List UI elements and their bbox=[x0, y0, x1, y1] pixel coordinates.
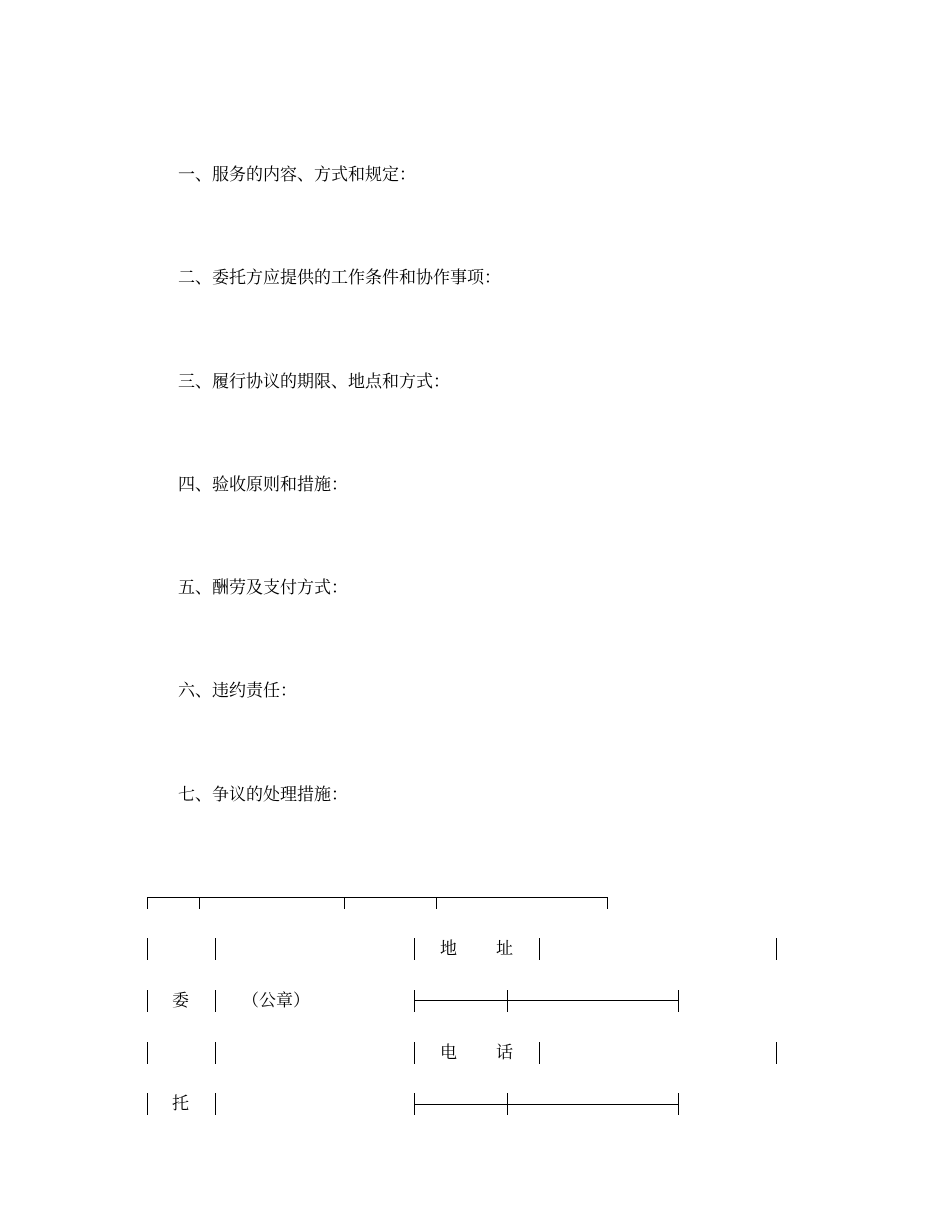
table-top-tick bbox=[607, 897, 608, 909]
table-row-divider bbox=[414, 1104, 679, 1105]
address-label-char-2: 址 bbox=[496, 939, 513, 959]
table-vline bbox=[507, 1093, 508, 1115]
section-5-heading: 五、酬劳及支付方式： bbox=[178, 578, 348, 598]
table-vline bbox=[147, 938, 148, 960]
table-vline bbox=[414, 1042, 415, 1064]
party-label-char-1: 委 bbox=[172, 991, 189, 1011]
table-vline bbox=[539, 1042, 540, 1064]
table-row-divider bbox=[414, 1000, 679, 1001]
table-vline bbox=[507, 990, 508, 1012]
section-6-heading: 六、违约责任： bbox=[178, 681, 297, 701]
table-vline bbox=[539, 938, 540, 960]
section-3-heading: 三、履行协议的期限、地点和方式： bbox=[178, 372, 450, 392]
table-top-tick bbox=[199, 897, 200, 909]
phone-label-char-1: 电 bbox=[440, 1043, 457, 1063]
table-vline bbox=[414, 990, 415, 1012]
table-vline bbox=[147, 1042, 148, 1064]
address-label-char-1: 地 bbox=[440, 939, 457, 959]
table-top-tick bbox=[344, 897, 345, 909]
table-top-tick bbox=[436, 897, 437, 909]
party-label-char-2: 托 bbox=[172, 1094, 189, 1114]
table-vline bbox=[414, 938, 415, 960]
table-top-tick bbox=[147, 897, 148, 909]
table-top-border bbox=[147, 897, 608, 898]
seal-label: （公章） bbox=[242, 991, 310, 1011]
table-vline bbox=[215, 1042, 216, 1064]
section-1-heading: 一、服务的内容、方式和规定： bbox=[178, 165, 416, 185]
section-7-heading: 七、争议的处理措施： bbox=[178, 785, 348, 805]
section-2-heading: 二、委托方应提供的工作条件和协作事项： bbox=[178, 268, 501, 288]
section-4-heading: 四、验收原则和措施： bbox=[178, 475, 348, 495]
table-vline bbox=[776, 1042, 777, 1064]
table-vline bbox=[776, 938, 777, 960]
phone-label-char-2: 话 bbox=[496, 1043, 513, 1063]
table-vline bbox=[215, 1093, 216, 1115]
table-vline bbox=[678, 1093, 679, 1115]
table-vline bbox=[678, 990, 679, 1012]
table-vline bbox=[147, 1093, 148, 1115]
table-vline bbox=[215, 938, 216, 960]
table-vline bbox=[215, 990, 216, 1012]
table-vline bbox=[147, 990, 148, 1012]
